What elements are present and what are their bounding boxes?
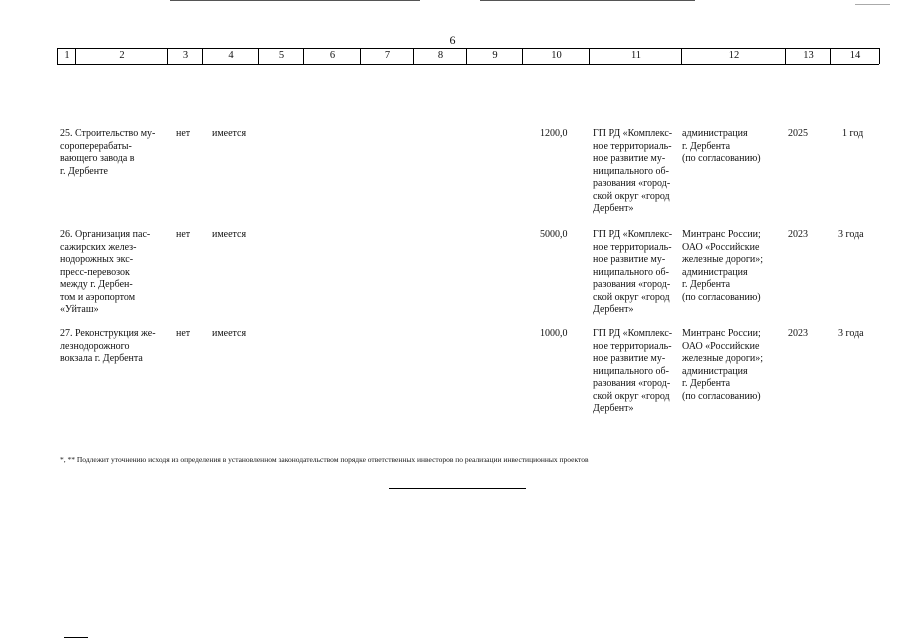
- corner-mark: [64, 637, 88, 638]
- column-header: 8: [413, 48, 467, 64]
- year-cell: 2023: [788, 229, 808, 240]
- responsible-cell: Минтранс России; ОАО «Российские железные дороги»; администрация г. Дербента (по согласованию): [682, 328, 764, 402]
- column-3-cell: нет: [176, 328, 191, 339]
- column-header: 7: [360, 48, 414, 64]
- separator-line: [389, 488, 526, 489]
- column-4-cell: имеется: [212, 128, 247, 139]
- amount-cell: 1200,0: [540, 128, 568, 139]
- responsible-cell: администрация г. Дербента (по согласованию): [682, 128, 761, 164]
- responsible-cell: Минтранс России; ОАО «Российские железные дороги»; администрация г. Дербента (по согласованию): [682, 229, 764, 303]
- program-cell: ГП РД «Комплекс- ное территориаль- ное развитие му- ниципального об- разования «город- ской округ «город Дербент»: [593, 128, 673, 214]
- duration-cell: 3 года: [838, 229, 864, 240]
- project-name-cell: 26. Организация пас- сажирских желез- нодорожных экс- пресс-перевозок между г. Дербен- том и аэропортом «Уйташ»: [60, 229, 151, 315]
- footnote: *, ** Подлежит уточнению исходя из определения в установленном законодательством порядке ответственных инвесторов по реализации инвестиционных проектов: [60, 455, 589, 464]
- column-header: 11: [589, 48, 682, 64]
- duration-cell: 3 года: [838, 328, 864, 339]
- duration-cell: 1 год: [842, 128, 864, 139]
- header-bottom-border: [57, 64, 879, 65]
- column-header: 3: [167, 48, 203, 64]
- column-header: 1: [57, 48, 76, 64]
- column-4-cell: имеется: [212, 328, 247, 339]
- column-header: 5: [258, 48, 304, 64]
- column-header: 14: [830, 48, 880, 64]
- year-cell: 2025: [788, 128, 808, 139]
- column-header: 13: [785, 48, 831, 64]
- column-header: 6: [303, 48, 361, 64]
- column-3-cell: нет: [176, 229, 191, 240]
- column-header: 2: [75, 48, 168, 64]
- scan-edge-line: [480, 0, 695, 1]
- column-4-cell: имеется: [212, 229, 247, 240]
- year-cell: 2023: [788, 328, 808, 339]
- column-3-cell: нет: [176, 128, 191, 139]
- column-header: 12: [681, 48, 786, 64]
- amount-cell: 1000,0: [540, 328, 568, 339]
- project-name-cell: 27. Реконструкция же- лезнодорожного вокзала г. Дербента: [60, 328, 156, 364]
- program-cell: ГП РД «Комплекс- ное территориаль- ное развитие му- ниципального об- разования «город- ской округ «город Дербент»: [593, 229, 673, 315]
- project-name-cell: 25. Строительство му- сороперерабаты- вающего завода в г. Дербенте: [60, 128, 156, 177]
- page-number: 6: [449, 33, 456, 47]
- column-header: 10: [522, 48, 590, 64]
- program-cell: ГП РД «Комплекс- ное территориаль- ное развитие му- ниципального об- разования «город- ской округ «город Дербент»: [593, 328, 673, 414]
- column-header: 9: [466, 48, 523, 64]
- column-header: 4: [202, 48, 259, 64]
- amount-cell: 5000,0: [540, 229, 568, 240]
- scan-edge-line: [170, 0, 420, 1]
- scan-edge-line: [855, 4, 890, 5]
